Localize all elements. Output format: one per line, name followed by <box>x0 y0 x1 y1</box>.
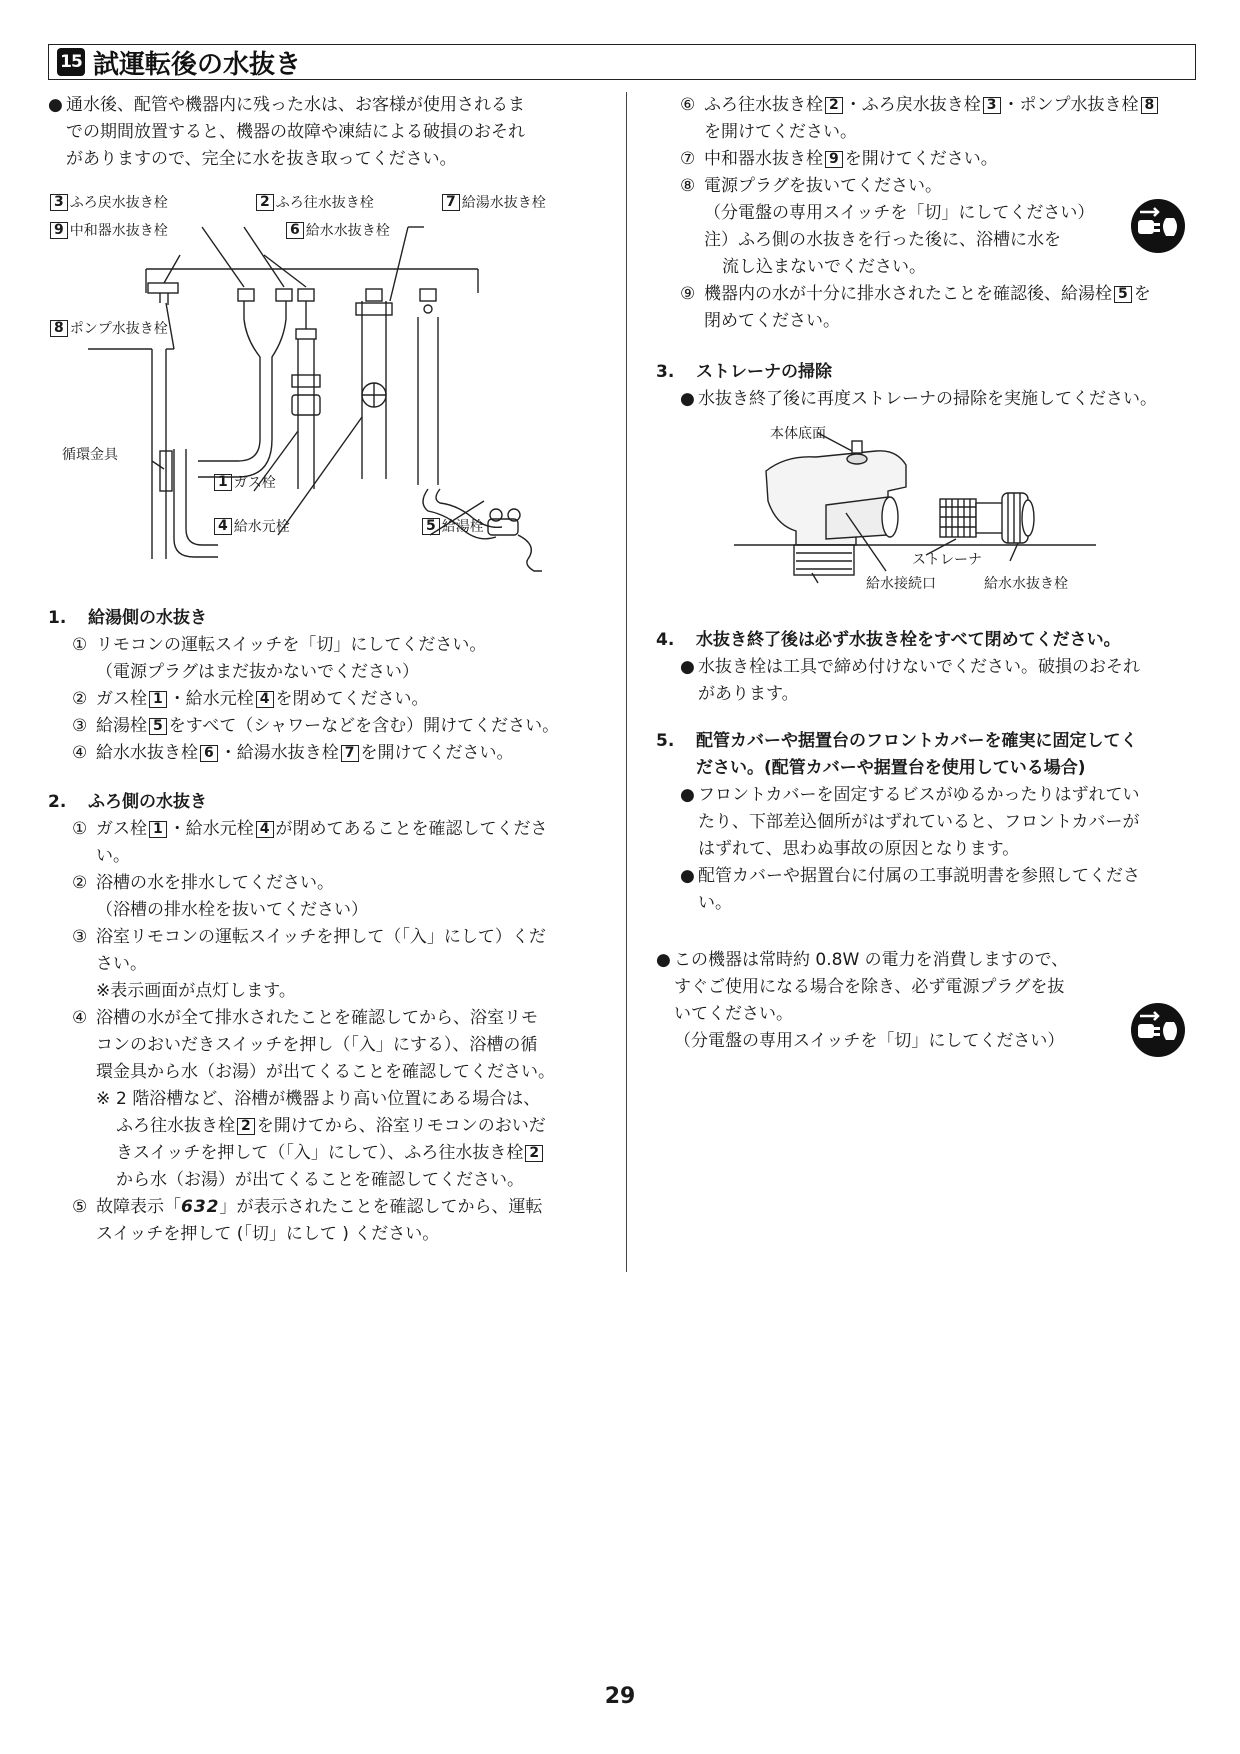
s1-step-1: ① リモコンの運転スイッチを「切」にしてください。 （電源プラグはまだ抜かないでください） <box>72 635 487 682</box>
label-main-water-valve: 4 給水元栓 <box>212 516 290 536</box>
intro-line-2: での期間放置すると、機器の故障や凍結による破損のおそれ <box>66 122 525 142</box>
unplug-icon <box>1130 198 1186 254</box>
s1-step-4: ④ 給水水抜き栓 6 ・給湯水抜き栓 7 を開けてください。 <box>72 743 514 763</box>
label-water-drain-plug: 給水水抜き栓 <box>984 576 1068 592</box>
section-3 <box>656 359 1202 413</box>
s2-step-9: ⑨ 機器内の水が十分に排水されたことを確認後、給湯栓 5 を 閉めてください。 <box>680 284 1151 331</box>
s2-step-5: ⑤ 故障表示「632」が表示されたことを確認してから、運転 スイッチを押して (「切」にして ) ください。 <box>72 1197 543 1244</box>
label-hot-water-drain: 7 給湯水抜き栓 <box>440 192 546 212</box>
section-title: 試運転後の水抜き <box>93 49 302 80</box>
label-circulation-fitting: 循環金具 <box>62 447 118 463</box>
s2-step-6: ⑥ ふろ往水抜き栓 2 ・ふろ戻水抜き栓 3 ・ポンプ水抜き栓 8 を開けてください。 <box>656 92 1202 146</box>
label-bath-supply-drain: 2 ふろ往水抜き栓 <box>254 192 374 212</box>
section-5 <box>656 728 1202 917</box>
right-column <box>656 92 1202 1055</box>
column-divider <box>626 92 627 1272</box>
section-1-heading: 1. 給湯側の水抜き <box>48 608 207 628</box>
s2-step-4: ④ 浴槽の水が全て排水されたことを確認してから、浴室リモ コンのおいだきスイッチを押し（「入」にする）、浴槽の循 環金具から水（お湯）が出てくることを確認してください。 <box>72 1008 555 1082</box>
section-2-heading: 2. ふろ側の水抜き <box>48 792 207 812</box>
intro-line-1: 通水後、配管や機器内に残った水は、お客様が使用されるま <box>66 95 525 115</box>
label-neutralizer-drain: 9 中和器水抜き栓 <box>48 220 168 240</box>
section-title-bar <box>48 44 1196 80</box>
s2-step-7: ⑦ 中和器水抜き栓 9 を開けてください。 <box>680 149 998 169</box>
s2-step-2: ② 浴槽の水を排水してください。 （浴槽の排水栓を抜いてください） <box>72 873 368 920</box>
s1-step-3: ③ 給湯栓 5 をすべて（シャワーなどを含む）開けてください。 <box>72 716 560 736</box>
section-4 <box>656 627 1202 708</box>
intro-paragraph <box>48 92 600 173</box>
section-5-heading: 5. 配管カバーや据置台のフロントカバーを確実に固定してく ださい。(配管カバーや据置台を使用している場合) <box>656 731 1138 778</box>
intro-line-3: がありますので、完全に水を抜き取ってください。 <box>66 149 457 169</box>
s2-step-3: ③ 浴室リモコンの運転スイッチを押して（「入」にして）くだ さい。 ※表示画面が点灯します。 <box>72 927 546 1001</box>
label-water-inlet: 給水接続口 <box>866 576 936 592</box>
s5-bullet-2: ● 配管カバーや据置台に付属の工事説明書を参照してくださ い。 <box>680 866 1140 913</box>
section-1 <box>48 605 600 767</box>
section-2 <box>48 789 600 1248</box>
section-number-badge: 15 <box>57 48 85 76</box>
page-number: 29 <box>604 1684 636 1709</box>
s1-step-2: ② ガス栓 1 ・給水元栓 4 を閉めてください。 <box>72 689 429 709</box>
s5-bullet-1: ● フロントカバーを固定するビスがゆるかったりはずれてい たり、下部差込個所がはずれていると、フロントカバーが はずれて、思わぬ事故の原因となります。 <box>680 785 1140 859</box>
diagram-labels <box>48 192 600 576</box>
label-pump-drain: 8 ポンプ水抜き栓 <box>48 318 168 338</box>
section-3-heading: 3. ストレーナの掃除 <box>656 362 832 382</box>
section-4-heading: 4. 水抜き終了後は必ず水抜き栓をすべて閉めてください。 <box>656 630 1121 650</box>
label-water-supply-drain: 6 給水水抜き栓 <box>284 220 390 240</box>
s2-step-1: ① ガス栓 1 ・給水元栓 4 が閉めてあることを確認してくださ い。 <box>72 819 548 866</box>
left-column <box>48 92 600 1248</box>
bullet-mark: ● <box>48 95 63 115</box>
s4-bullet: ● 水抜き栓は工具で締め付けないでください。破損のおそれ があります。 <box>680 657 1140 704</box>
s2-note: ※ 2 階浴槽など、浴槽が機器より高い位置にある場合は、 ふろ往水抜き栓 2 を開けてから、浴室リモコンのおいだ きスイッチを押して（「入」にして）、ふろ往水抜き栓 2 から水（お湯）が出てくることを確認してください。 <box>96 1089 546 1190</box>
label-body-bottom: 本体底面 <box>770 426 826 442</box>
error-code: 632 <box>181 1197 220 1217</box>
power-consumption-note: ● この機器は常時約 0.8W の電力を消費しますので、 すぐご使用になる場合を除き、必ず電源プラグを抜 いてください。 （分電盤の専用スイッチを「切」にしてください） <box>656 950 1069 1051</box>
label-bath-return-drain: 3 ふろ戻水抜き栓 <box>48 192 168 212</box>
label-gas-valve: 1 ガス栓 <box>212 472 276 492</box>
label-strainer: ストレーナ <box>912 552 982 568</box>
s3-bullet: ● 水抜き終了後に再度ストレーナの掃除を実施してください。 <box>680 389 1157 409</box>
s2-step-8: ⑧ 電源プラグを抜いてください。 （分電盤の専用スイッチを「切」にしてください） 注）ふろ側の水抜きを行った後に、浴槽に水を 流し込まないでください。 <box>680 176 1095 277</box>
unplug-icon <box>1130 1002 1186 1058</box>
label-hot-water-tap: 5 給湯栓 <box>420 516 484 536</box>
strainer-diagram <box>656 421 1202 601</box>
